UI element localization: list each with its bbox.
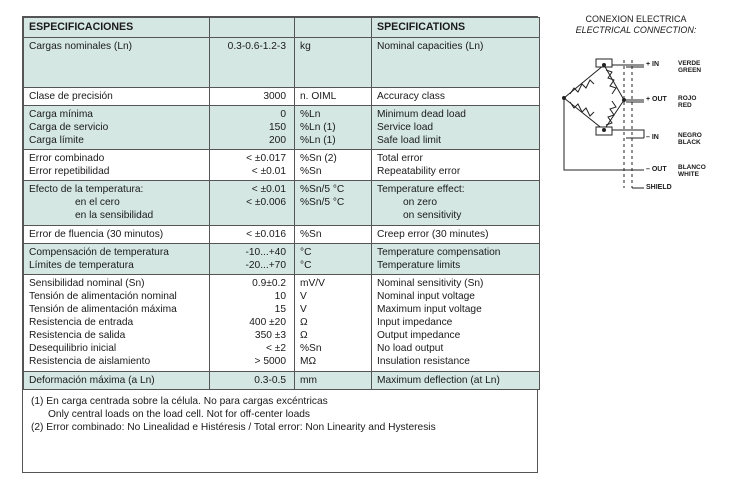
spec-unit: n. OIML	[300, 91, 337, 102]
spec-unit: %Sn	[300, 343, 322, 354]
spec-label-es-cell	[24, 226, 210, 244]
spec-unit-cell	[295, 372, 372, 390]
spec-value-cell	[210, 244, 295, 275]
spec-label-en: Total error	[377, 153, 423, 164]
footnote-1-en: Only central loads on the load cell. Not for off-center loads	[48, 409, 310, 420]
spec-value: < ±2	[265, 343, 286, 354]
spec-unit: mV/V	[300, 278, 325, 289]
spec-row-group	[24, 106, 540, 150]
spec-row-group	[24, 372, 540, 390]
wire-color-en: RED	[678, 102, 692, 109]
wire-color-black	[678, 132, 702, 146]
spec-unit: mm	[300, 375, 317, 386]
spec-unit: %Ln (1)	[300, 135, 336, 146]
spec-value-cell	[210, 150, 295, 181]
spec-value: 150	[269, 122, 286, 133]
terminal-minus-out: – OUT	[646, 166, 667, 173]
spec-value: 0.3-0.6-1.2-3	[227, 41, 286, 52]
spec-value: < ±0.017	[246, 153, 286, 164]
spec-label-en: Temperature effect:	[377, 184, 465, 195]
spec-label-es: Tensión de alimentación máxima	[29, 304, 177, 315]
spec-value: < ±0.016	[246, 229, 286, 240]
wire-color-es: NEGRO	[678, 132, 702, 139]
spec-label-en: Nominal capacities (Ln)	[377, 41, 484, 52]
resistor-r1-icon	[570, 80, 594, 94]
spec-unit: °C	[300, 260, 312, 271]
header-value	[210, 18, 295, 38]
spec-label-en: on zero	[403, 197, 437, 208]
spec-unit-cell	[295, 38, 372, 88]
node-left-icon	[562, 96, 566, 100]
spec-value-cell	[210, 181, 295, 226]
spec-label-es: Cargas nominales (Ln)	[29, 41, 133, 52]
spec-label-es: Error combinado	[29, 153, 105, 164]
spec-label-es-cell	[24, 372, 210, 390]
resistor-r2-icon	[570, 102, 594, 116]
spec-value: < ±0.01	[251, 166, 286, 177]
spec-label-en-cell	[372, 88, 540, 106]
spec-value: 15	[274, 304, 286, 315]
spec-unit-cell	[295, 226, 372, 244]
spec-value: > 5000	[254, 356, 286, 367]
spec-label-es: Tensión de alimentación nominal	[29, 291, 177, 302]
wire-color-es: BLANCO	[678, 164, 706, 171]
node-top-icon	[602, 63, 606, 67]
spec-label-en: Repeatability error	[377, 166, 461, 177]
spec-unit-cell	[295, 181, 372, 226]
spec-value: < ±0.006	[246, 197, 286, 208]
specifications-table-panel	[22, 16, 538, 473]
footnote-1: (1) En carga centrada sobre la célula. No para cargas excéntricas	[31, 396, 328, 407]
spec-unit-cell	[295, 150, 372, 181]
terminal-minus-in: – IN	[646, 134, 659, 141]
spec-label-es-cell	[24, 275, 210, 372]
header-en: SPECIFICATIONS	[372, 18, 540, 38]
spec-label-en: Minimum dead load	[377, 109, 466, 120]
spec-label-es: Carga mínima	[29, 109, 93, 120]
spec-value: 0	[280, 109, 286, 120]
wire-color-es: ROJO	[678, 95, 697, 102]
spec-value-cell	[210, 38, 295, 88]
spec-row-group	[24, 181, 540, 226]
resistor-r3-icon	[606, 70, 616, 94]
spec-unit: Ω	[300, 317, 308, 328]
spec-unit: MΩ	[300, 356, 317, 367]
terminal-shield: SHIELD	[646, 184, 672, 191]
footnotes	[23, 390, 537, 439]
spec-value: -20...+70	[245, 260, 286, 271]
wiring-title-es: CONEXION ELECTRICA	[585, 14, 687, 24]
wire-color-red	[678, 95, 696, 109]
spec-unit: %Sn/5 °C	[300, 184, 345, 195]
spec-value-cell	[210, 226, 295, 244]
spec-value: < ±0.01	[251, 184, 286, 195]
spec-unit: %Ln (1)	[300, 122, 336, 133]
spec-label-en-cell	[372, 372, 540, 390]
spec-label-en: Accuracy class	[377, 91, 445, 102]
table-header-row	[24, 18, 540, 38]
spec-label-es: Sensibilidad nominal (Sn)	[29, 278, 145, 289]
spec-value: 200	[269, 135, 286, 146]
terminal-plus-out: + OUT	[646, 96, 667, 103]
spec-row-group	[24, 244, 540, 275]
spec-row-group	[24, 88, 540, 106]
footnote-2: (2) Error combinado: No Linealidad e Histéresis / Total error: Non Linearity and Hysteresis	[31, 422, 436, 433]
spec-label-es: Deformación máxima (a Ln)	[29, 375, 155, 386]
spec-label-en: Nominal sensitivity (Sn)	[377, 278, 484, 289]
spec-row-group	[24, 150, 540, 181]
header-es: ESPECIFICACIONES	[24, 18, 210, 38]
spec-unit: V	[300, 304, 307, 315]
wire-color-es: VERDE	[678, 60, 701, 67]
spec-value: -10...+40	[245, 247, 286, 258]
spec-unit: %Ln	[300, 109, 321, 120]
spec-label-es: Desequilibrio inicial	[29, 343, 117, 354]
spec-unit: %Sn (2)	[300, 153, 337, 164]
terminal-plus-in: + IN	[646, 61, 660, 68]
spec-row-group	[24, 275, 540, 372]
spec-label-es: Resistencia de aislamiento	[29, 356, 151, 367]
spec-label-en-cell	[372, 38, 540, 88]
spec-label-en: Safe load limit	[377, 135, 441, 146]
bridge-arm-top-left	[564, 65, 604, 98]
spec-value: 400 ±20	[249, 317, 286, 328]
wire-color-green	[678, 60, 701, 74]
spec-value-cell	[210, 275, 295, 372]
spec-label-es: Error de fluencia (30 minutos)	[29, 229, 164, 240]
spec-label-es-cell	[24, 150, 210, 181]
spec-value: 350 ±3	[254, 330, 286, 341]
spec-label-en: Maximum input voltage	[377, 304, 482, 315]
spec-label-en: Insulation resistance	[377, 356, 470, 367]
wire-color-white	[678, 164, 706, 178]
spec-label-en: Service load	[377, 122, 434, 133]
spec-label-en-cell	[372, 150, 540, 181]
spec-label-es-cell	[24, 38, 210, 88]
spec-unit-cell	[295, 106, 372, 150]
wire-color-en: WHITE	[678, 171, 699, 178]
spec-label-es: Resistencia de salida	[29, 330, 126, 341]
spec-label-es: en el cero	[75, 197, 120, 208]
spec-value-cell	[210, 88, 295, 106]
spec-label-es-cell	[24, 244, 210, 275]
spec-label-es-cell	[24, 181, 210, 226]
spec-label-es-cell	[24, 88, 210, 106]
spec-label-en: Nominal input voltage	[377, 291, 475, 302]
header-unit	[295, 18, 372, 38]
spec-value-cell	[210, 106, 295, 150]
spec-label-es: Carga límite	[29, 135, 84, 146]
spec-label-en: on sensitivity	[403, 210, 462, 221]
spec-unit: V	[300, 291, 307, 302]
spec-value: 10	[274, 291, 286, 302]
spec-unit: %Sn	[300, 229, 322, 240]
spec-value-cell	[210, 372, 295, 390]
spec-label-en: Creep error (30 minutes)	[377, 229, 489, 240]
specifications-table	[23, 17, 540, 390]
spec-label-en: No load output	[377, 343, 444, 354]
spec-label-en-cell	[372, 275, 540, 372]
spec-unit: °C	[300, 247, 312, 258]
node-right-icon	[622, 98, 626, 102]
spec-value: 3000	[263, 91, 286, 102]
wire-color-en: BLACK	[678, 139, 701, 146]
spec-label-en-cell	[372, 226, 540, 244]
spec-unit: Ω	[300, 330, 308, 341]
spec-label-es: Efecto de la temperatura:	[29, 184, 144, 195]
wiring-title-en: ELECTRICAL CONNECTION:	[575, 25, 697, 35]
spec-label-es: Compensación de temperatura	[29, 247, 169, 258]
resistor-r4-icon	[606, 101, 616, 125]
spec-label-es: Error repetibilidad	[29, 166, 110, 177]
lead-minus-in	[624, 130, 644, 138]
node-bottom-icon	[602, 128, 606, 132]
spec-label-es: Límites de temperatura	[29, 260, 134, 271]
spec-unit-cell	[295, 244, 372, 275]
spec-unit: kg	[300, 41, 311, 52]
spec-label-en: Temperature limits	[377, 260, 461, 271]
spec-row-group	[24, 226, 540, 244]
spec-row-group	[24, 38, 540, 88]
spec-label-en: Temperature compensation	[377, 247, 501, 258]
spec-unit-cell	[295, 275, 372, 372]
spec-value: 0.3-0.5	[254, 375, 286, 386]
spec-label-en: Maximum deflection (at Ln)	[377, 375, 500, 386]
spec-label-es: Carga de servicio	[29, 122, 109, 133]
spec-label-es: en la sensibilidad	[75, 210, 154, 221]
spec-label-es: Resistencia de entrada	[29, 317, 134, 328]
spec-unit: %Sn	[300, 166, 322, 177]
electrical-connection-diagram	[556, 10, 732, 200]
spec-label-es-cell	[24, 106, 210, 150]
spec-label-en: Input impedance	[377, 317, 453, 328]
wire-color-en: GREEN	[678, 67, 702, 74]
spec-label-es: Clase de precisión	[29, 91, 113, 102]
spec-label-en-cell	[372, 181, 540, 226]
spec-label-en: Output impedance	[377, 330, 461, 341]
spec-label-en-cell	[372, 244, 540, 275]
spec-label-en-cell	[372, 106, 540, 150]
spec-unit: %Sn/5 °C	[300, 197, 345, 208]
spec-value: 0.9±0.2	[252, 278, 286, 289]
spec-unit-cell	[295, 88, 372, 106]
